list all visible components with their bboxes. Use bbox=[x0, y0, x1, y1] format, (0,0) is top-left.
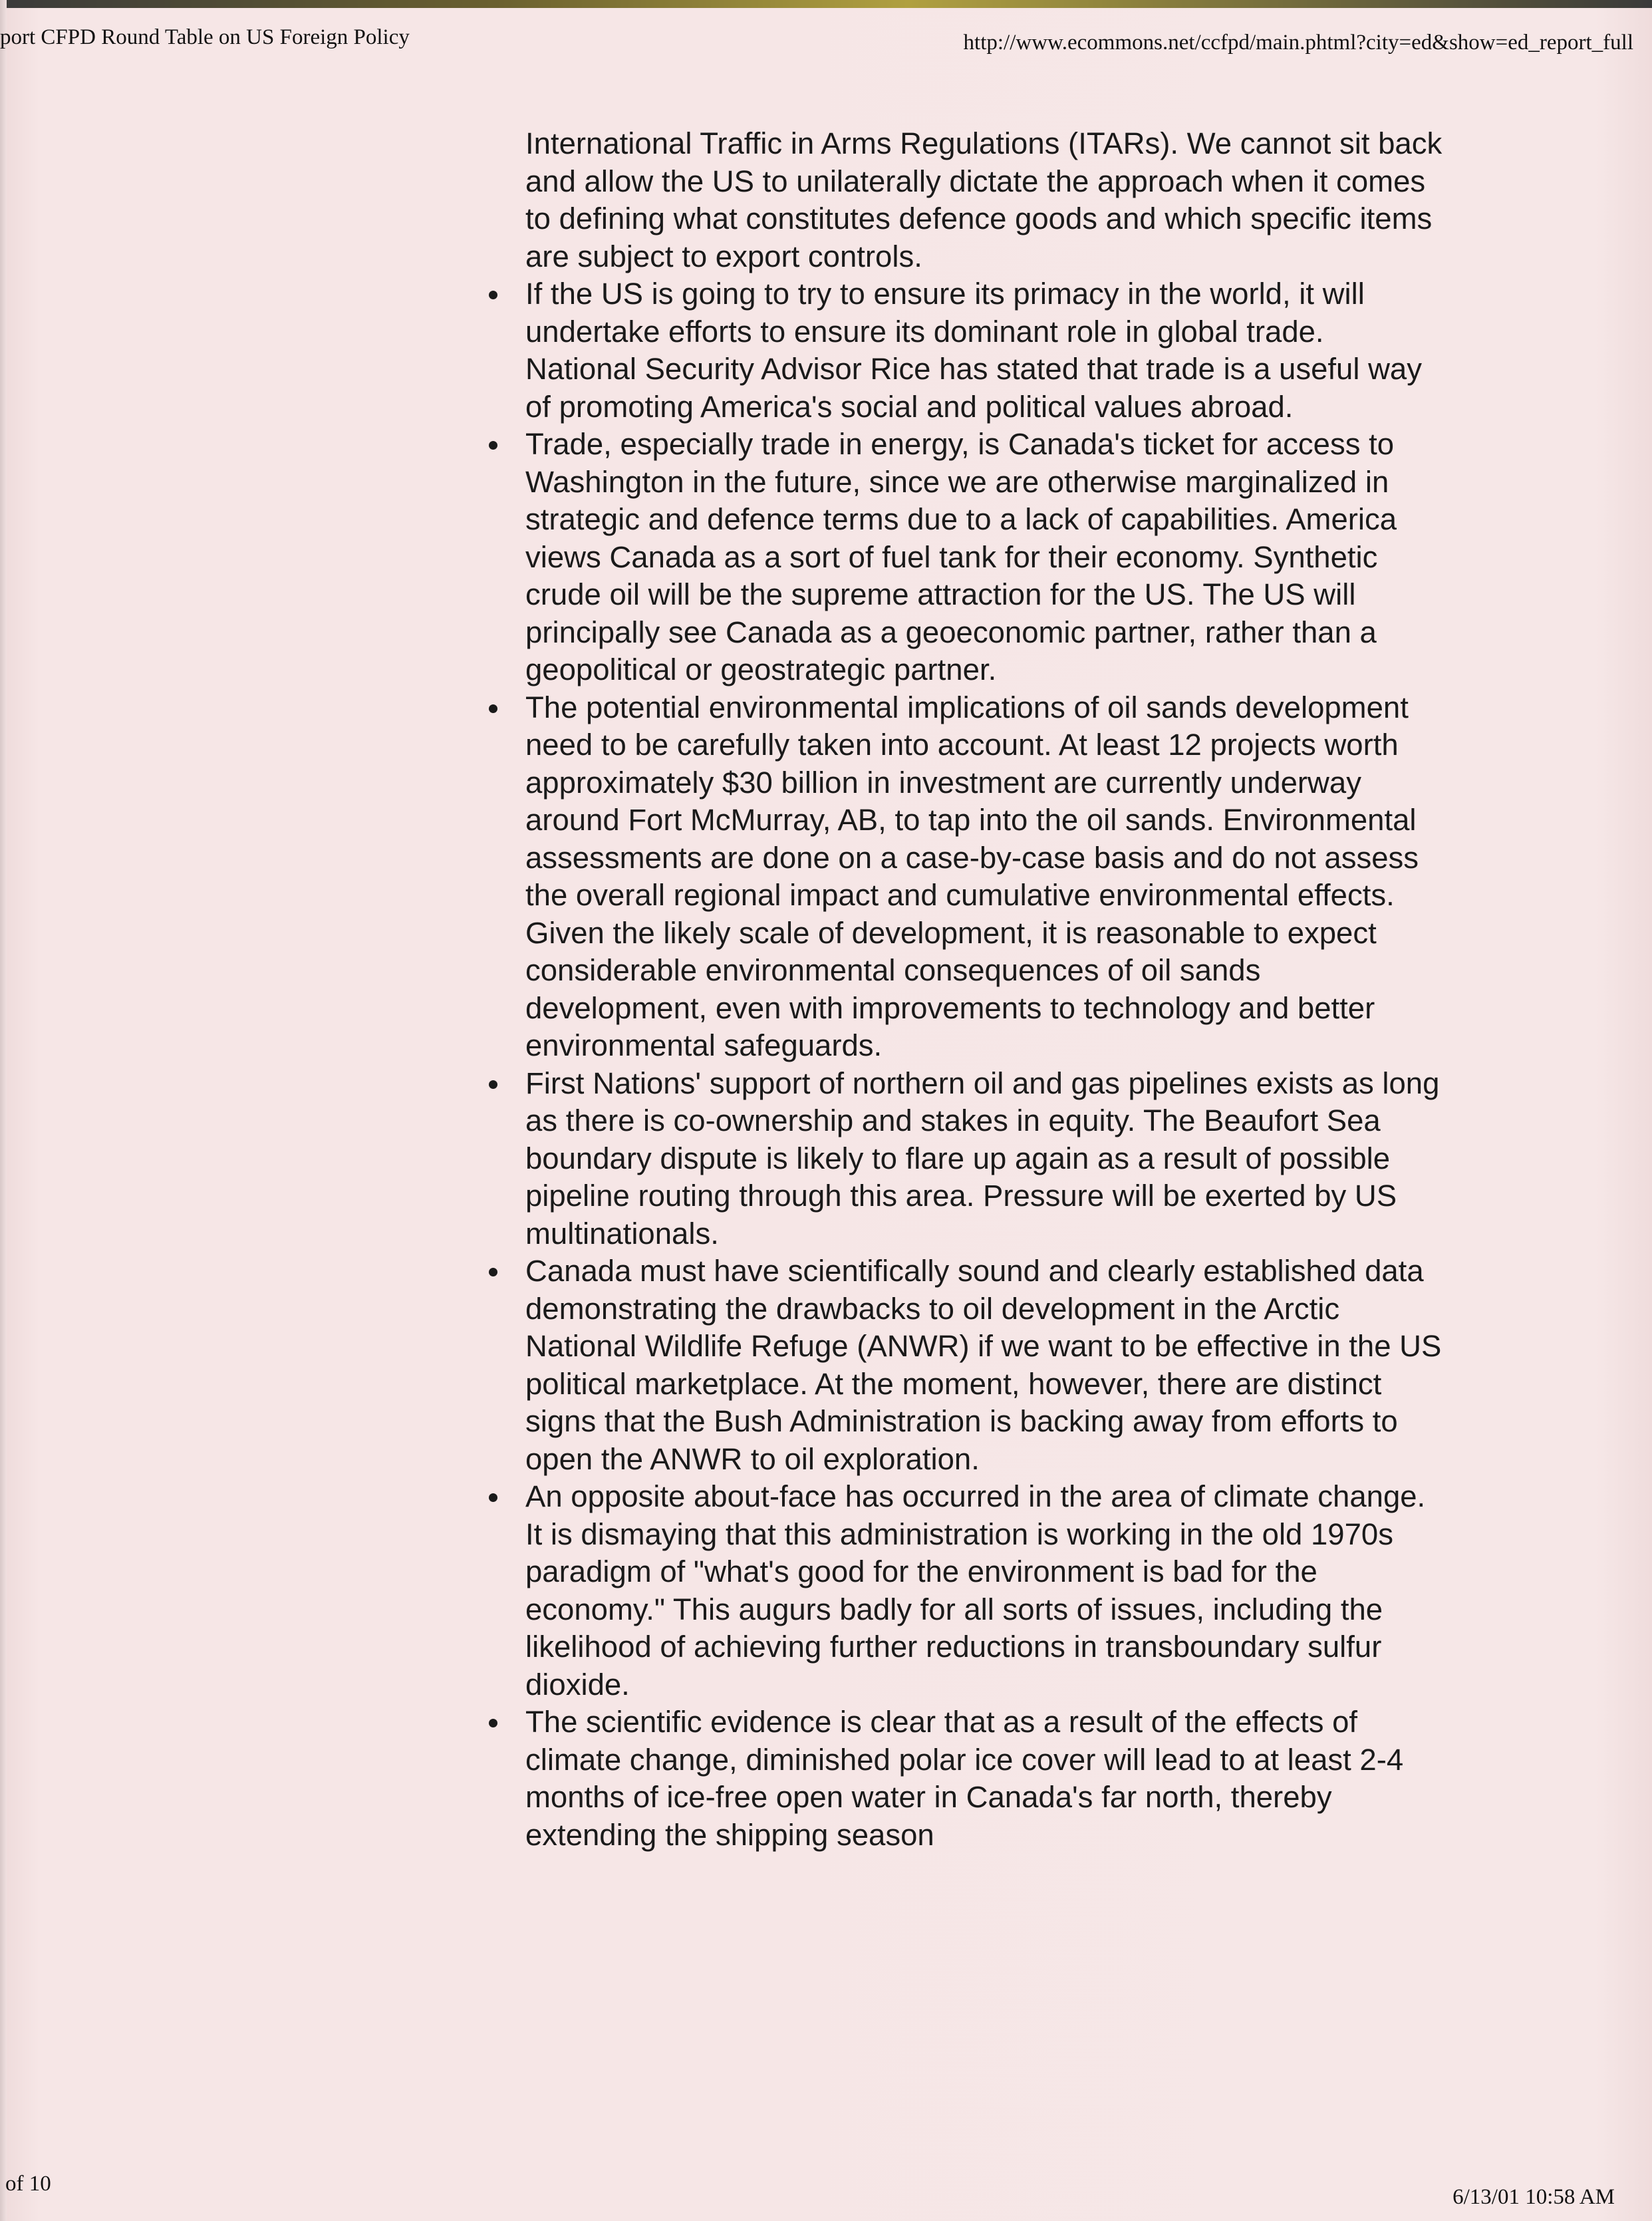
bullet-icon bbox=[489, 441, 497, 450]
list-item-text: The scientific evidence is clear that as a result of the effects of climate change, diminished polar ice cover will lead to at least 2-4 months of ice-free open water in Canada's far north, thereby extending the shipping season bbox=[525, 1705, 1404, 1852]
list-item-text: If the US is going to try to ensure its primacy in the world, it will undertake efforts to ensure its dominant role in global trade. National Security Advisor Rice has stated that trade is a useful way of promoting America's social and political values abroad. bbox=[525, 277, 1422, 424]
list-item bbox=[525, 1703, 1443, 1854]
list-item-text: Canada must have scientifically sound and clearly established data demonstrating the drawbacks to oil development in the Arctic National Wildlife Refuge (ANWR) if we want to be effective in the US political marketplace. At the moment, however, there are distinct signs that the Bush Administration is backing away from efforts to open the ANWR to oil exploration. bbox=[525, 1254, 1442, 1476]
intro-paragraph: International Traffic in Arms Regulations (ITARs). We cannot sit back and allow the US to unilaterally dictate the approach when it comes to defining what constitutes defence goods and which specific items are subject to export controls. bbox=[525, 126, 1443, 273]
bullet-icon bbox=[489, 704, 497, 713]
report-content bbox=[525, 125, 1443, 1854]
list-item-text: Trade, especially trade in energy, is Canada's ticket for access to Washington in the future, since we are otherwise marginalized in strategic and defence terms due to a lack of capabilities. America views Canada as a sort of fuel tank for their economy. Synthetic crude oil will be the supreme attraction for the US. The US will principally see Canada as a geoeconomic partner, rather than a geopolitical or geostrategic partner. bbox=[525, 427, 1397, 686]
scan-left-edge bbox=[0, 0, 7, 2221]
bullet-icon bbox=[489, 1493, 497, 1502]
list-item-text: First Nations' support of northern oil and gas pipelines exists as long as there is co-ownership and stakes in equity. The Beaufort Sea boundary dispute is likely to flare up again as a result of possible pipeline routing through this area. Pressure will be exerted by US multinationals. bbox=[525, 1066, 1440, 1251]
list-item bbox=[525, 426, 1443, 689]
list-item-text: An opposite about-face has occurred in the area of climate change. It is dismaying that this administration is working in the old 1970s paradigm of "what's good for the environment is bad for the economy." This augurs badly for all sorts of issues, including the likelihood of achieving further reductions in transboundary sulfur dioxide. bbox=[525, 1479, 1426, 1702]
bullet-icon bbox=[489, 1719, 497, 1727]
bullet-list bbox=[525, 275, 1443, 1854]
list-item bbox=[525, 275, 1443, 426]
list-item bbox=[525, 1065, 1443, 1253]
scan-top-edge bbox=[0, 0, 1652, 8]
page-header-title: port CFPD Round Table on US Foreign Policy bbox=[0, 25, 410, 49]
page-number: of 10 bbox=[5, 2172, 51, 2196]
list-item-text: The potential environmental implications of oil sands development need to be carefully taken into account. At least 12 projects worth approximately $30 billion in investment are currently underway around Fort McMurray, AB, to tap into the oil sands. Environmental assessments are done on a case-by-case basis and do not assess the overall regional impact and cumulative environmental effects. Given the likely scale of development, it is reasonable to expect considerable environmental consequences of oil sands development, even with improvements to technology and better environmental safeguards. bbox=[525, 690, 1419, 1062]
page-header-url: http://www.ecommons.net/ccfpd/main.phtml?city=ed&show=ed_report_full bbox=[963, 31, 1633, 55]
bullet-icon bbox=[489, 1268, 497, 1276]
list-item bbox=[525, 1478, 1443, 1703]
print-datetime: 6/13/01 10:58 AM bbox=[1452, 2185, 1615, 2209]
list-item bbox=[525, 1253, 1443, 1478]
list-item bbox=[525, 689, 1443, 1065]
bullet-icon bbox=[489, 1080, 497, 1089]
bullet-icon bbox=[489, 291, 497, 299]
